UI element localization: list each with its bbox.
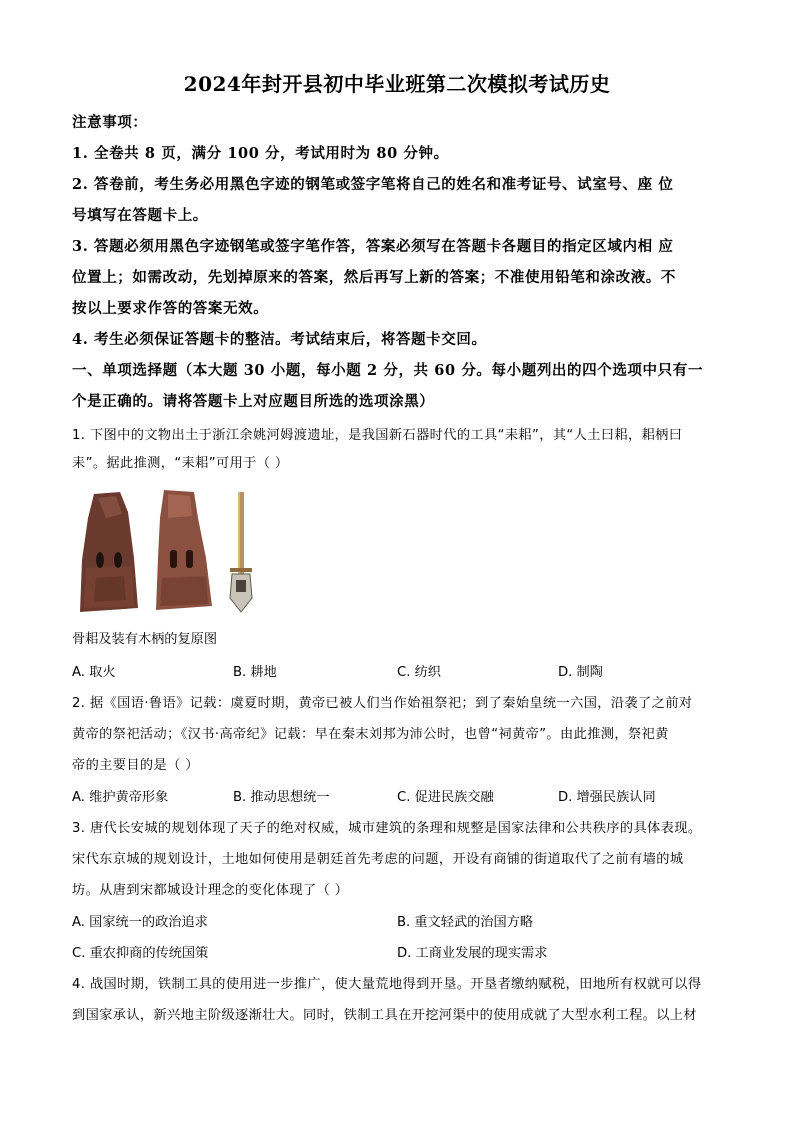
notice-line: 3. 答题必须用黑色字迹钢笔或签字笔作答，答案必须写在答题卡各题目的指定区域内相 应 (72, 238, 674, 255)
bone-spade-figure (76, 488, 276, 618)
question-4-text: 4. 战国时期，铁制工具的使用进一步推广，使大量荒地得到开垦。开垦者缴纳赋税，田地所有权就可以得 (72, 977, 702, 992)
q1-option-a[interactable]: A. 取火 (72, 665, 116, 680)
bone-spade-back-image (156, 490, 212, 610)
bone-spade-front-image (80, 492, 138, 612)
notice-line: 号填写在答题卡上。 (72, 207, 208, 224)
q1-option-d[interactable]: D. 制陶 (558, 665, 603, 680)
q3-option-a[interactable]: A. 国家统一的政治追求 (72, 915, 208, 930)
notice-line: 按以上要求作答的答案无效。 (72, 300, 269, 317)
question-1-text: 1. 下图中的文物出土于浙江余姚河姆渡遗址，是我国新石器时代的工具“耒耜”，其“人土曰耜，耜柄曰 (72, 428, 683, 443)
section-heading: 个是正确的。请将答题卡上对应题目所选的选项涂黑） (72, 393, 435, 410)
figure-caption: 骨耜及装有木柄的复原图 (72, 632, 218, 647)
q2-option-d[interactable]: D. 增强民族认同 (558, 790, 656, 805)
notice-line: 4. 考生必须保证答题卡的整洁。考试结束后，将答题卡交回。 (72, 331, 487, 348)
notice-line: 2. 答卷前，考生务必用黑色字迹的钢笔或签字笔将自己的姓名和准考证号、试室号、座 位 (72, 176, 674, 193)
notice-line: 1. 全卷共 8 页，满分 100 分，考试用时为 80 分钟。 (72, 145, 449, 162)
restored-spade-with-handle-image (230, 492, 252, 612)
question-4-text: 到国家承认，新兴地主阶级逐渐壮大。同时，铁制工具在开挖河渠中的使用成就了大型水利工程。以上材 (72, 1008, 698, 1023)
section-heading: 一、单项选择题（本大题 30 小题，每小题 2 分，共 60 分。每小题列出的四个选项中只有一 (72, 362, 703, 379)
q2-option-c[interactable]: C. 促进民族交融 (397, 790, 494, 805)
question-2-text: 2. 据《国语·鲁语》记载：虞夏时期，黄帝已被人们当作始祖祭祀；到了秦始皇统一六国，沿袭了之前对 (72, 696, 693, 711)
question-3-text: 宋代东京城的规划设计，土地如何使用是朝廷首先考虑的问题，开设有商铺的街道取代了之前有墙的城 (72, 852, 684, 867)
q1-option-c[interactable]: C. 纺织 (397, 665, 441, 680)
q3-option-c[interactable]: C. 重农抑商的传统国策 (72, 946, 209, 961)
q1-option-b[interactable]: B. 耕地 (233, 665, 277, 680)
q2-option-b[interactable]: B. 推动思想统一 (233, 790, 330, 805)
question-2-text: 帝的主要目的是（ ） (72, 758, 199, 773)
q3-option-d[interactable]: D. 工商业发展的现实需求 (397, 946, 548, 961)
page-title: 2024年封开县初中毕业班第二次模拟考试历史 (183, 72, 611, 96)
question-2-text: 黄帝的祭祀活动；《汉书·高帝纪》记载：早在秦末刘邦为沛公时，也曾“祠黄帝”。由此推测，祭祀黄 (72, 727, 669, 742)
question-1-text: 耒”。据此推测，“耒耜”可用于（ ） (72, 456, 289, 471)
question-3-text: 3. 唐代长安城的规划体现了天子的绝对权威，城市建筑的条理和规整是国家法律和公共秩序的具体表现。 (72, 821, 702, 836)
notice-line: 位置上；如需改动，先划掉原来的答案，然后再写上新的答案；不准使用铅笔和涂改液。不 (72, 269, 676, 286)
q3-option-b[interactable]: B. 重文轻武的治国方略 (397, 915, 534, 930)
q2-option-a[interactable]: A. 维护黄帝形象 (72, 790, 169, 805)
question-3-text: 坊。从唐到宋都城设计理念的变化体现了（ ） (72, 883, 349, 898)
notice-heading: 注意事项： (72, 114, 148, 131)
